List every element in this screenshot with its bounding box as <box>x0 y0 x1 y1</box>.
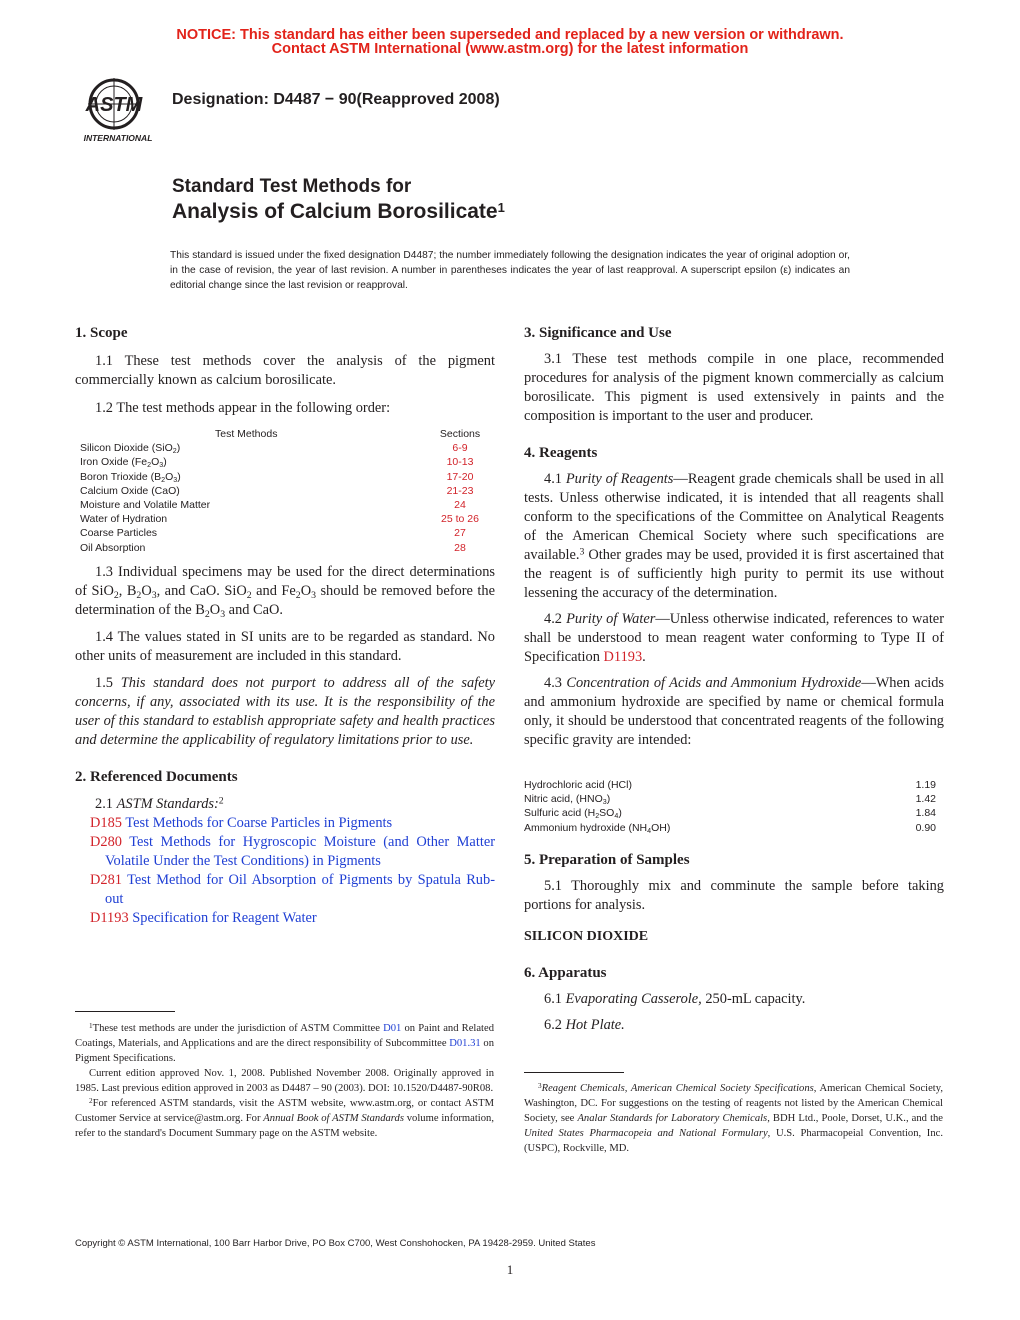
para-6-1-text: 250-mL capacity. <box>701 991 806 1007</box>
section-2-heading: 2. Referenced Documents <box>75 769 238 785</box>
table-row <box>80 526 490 540</box>
para-4-2-text-a: —Unless otherwise indicated, references to water shall be understood to mean reagent water conforming to Type II of Specification <box>524 611 944 665</box>
reference-code-link[interactable]: D185 <box>90 815 122 831</box>
method-name: Calcium Oxide (CaO) <box>80 484 180 497</box>
notice-line-2: Contact ASTM International (www.astm.org) for the latest information <box>271 41 749 57</box>
para-2-1-num: 2.1 <box>95 796 117 812</box>
para-1-4: 1.4 The values stated in SI units are to be regarded as standard. No other units of measurement are included in this standard. <box>75 629 495 664</box>
section-5-heading: 5. Preparation of Samples <box>524 852 690 868</box>
table-row <box>80 484 490 498</box>
para-4-1-text-a: —Reagent grade chemicals shall be used in all tests. Unless otherwise indicated, it is intended that all reagents shall conform to the specifications of the Committee on Analytical Reagents of the American Chemical Society where such specifications are available. <box>524 471 945 563</box>
para-1-5-num: 1.5 <box>95 675 121 691</box>
section-3-heading: 3. Significance and Use <box>524 325 672 341</box>
footnote-2-text-b: volume information, refer to the standard's Document Summary page on the ASTM website. <box>75 1113 494 1139</box>
footnote-3-text-a: , American Chemical Society, Washington, DC. For suggestions on the testing of reagents not listed by the American Chemical Society, see <box>524 1083 944 1124</box>
footnote-3-italic-3: United States Pharmacopeia and National Formulary <box>524 1128 768 1139</box>
footnotes-left <box>75 1021 494 1141</box>
method-name: Oil Absorption <box>80 541 146 554</box>
para-4-1-title: Purity of Reagents <box>565 471 674 487</box>
method-name: Coarse Particles <box>80 527 158 540</box>
test-methods-table <box>80 427 490 555</box>
footnote-1-text-a: These test methods are under the jurisdiction of ASTM Committee <box>92 1023 384 1034</box>
footnote-rule-right <box>524 1072 624 1073</box>
specific-gravity-table <box>524 778 936 835</box>
reference-code-link[interactable]: D1193 <box>90 910 129 926</box>
para-4-3 <box>524 674 944 750</box>
method-name: Iron Oxide $(Fe_2O_3)$ <box>80 456 167 470</box>
logo-caption: INTERNATIONAL <box>83 133 153 143</box>
para-4-2-text-b: . <box>642 649 646 665</box>
right-column <box>524 324 944 750</box>
footnote-3 <box>524 1081 943 1156</box>
para-1-1: 1.1 These test methods cover the analysis of the pigment commercially known as calcium borosilicate. <box>75 353 495 388</box>
reference-title-link[interactable]: Test Method for Oil Absorption of Pigments by Spatula Rub-out <box>105 872 495 907</box>
table-row <box>80 541 490 555</box>
footnote-2-italic: Annual Book of ASTM Standards <box>263 1113 404 1124</box>
para-4-2-num: 4.2 <box>544 611 567 627</box>
table-header-methods: Test Methods <box>215 428 278 440</box>
reference-title-link[interactable]: Test Methods for Coarse Particles in Pigments <box>125 815 393 831</box>
para-4-1-footnote-ref: 3 <box>579 546 585 558</box>
table-row <box>524 821 936 835</box>
para-6-1-title: Evaporating Casserole, <box>565 991 702 1007</box>
reagent-name: Ammonium hydroxide $(NH_4OH)$ <box>524 821 671 835</box>
para-4-1-num: 4.1 <box>544 471 566 487</box>
logo-text: ASTM <box>85 94 143 116</box>
para-1-2: 1.2 The test methods appear in the following order: <box>95 400 391 416</box>
table-header-sections: Sections <box>439 428 481 440</box>
method-sections-link[interactable]: 6-9 <box>452 442 468 455</box>
footnote-3-italic-1: Reagent Chemicals, American Chemical Society Specifications <box>541 1083 814 1094</box>
reference-code-link[interactable]: D281 <box>90 872 122 888</box>
specific-gravity-value: 0.90 <box>915 821 936 834</box>
footnote-rule-left <box>75 1011 175 1012</box>
footnote-1-text-c: on Pigment Specifications. <box>75 1038 495 1064</box>
specific-gravity-value: 1.84 <box>915 807 936 820</box>
table-row <box>524 778 936 792</box>
method-sections-link[interactable]: 17-20 <box>446 470 474 483</box>
para-4-1 <box>524 470 944 603</box>
para-1-3: 1.3 Individual specimens may be used for the direct determinations of SiO$_2$, $B_2O_3$, and CaO. SiO$_2$ and $Fe_2O_3$ should be removed before the determination of the $B_2O_3$ and CaO. <box>75 564 495 620</box>
footnote-1-edition: Current edition approved Nov. 1, 2008. Published November 2008. Originally approved in 1985. Last previous edition approved in 2003 as D4487 – 90 (2003). DOI: 10.1520/D4487-90R08. <box>75 1068 494 1094</box>
para-3-1: 3.1 These test methods compile in one place, recommended procedures for analysis of the pigment known commercially as calcium borosilicate. This pigment is used extensively in paints and the composition is important to the user and producer. <box>524 351 944 424</box>
para-4-3-title: Concentration of Acids and Ammonium Hydroxide <box>566 675 862 691</box>
reference-list <box>75 814 495 928</box>
reference-code-link[interactable]: D280 <box>90 834 122 850</box>
astm-logo-icon <box>74 74 162 144</box>
specific-gravity-value: 1.19 <box>915 779 936 791</box>
para-4-2 <box>524 610 944 667</box>
reference-item <box>75 909 495 928</box>
table-header <box>80 427 490 441</box>
method-name: Water of Hydration <box>80 513 168 526</box>
section-4-heading: 4. Reagents <box>524 445 598 461</box>
para-6-1-num: 6.1 <box>544 991 566 1007</box>
method-name: Boron Trioxide $(B_2O_3)$ <box>80 470 181 484</box>
left-column-cont <box>75 563 495 928</box>
para-4-3-num: 4.3 <box>544 675 567 691</box>
supersede-notice <box>0 28 1020 56</box>
method-sections-link[interactable]: 27 <box>454 527 466 540</box>
designation: Designation: D4487 − 90(Reapproved 2008) <box>172 91 500 108</box>
gravity-table-body <box>524 778 936 835</box>
left-column <box>75 324 495 418</box>
table-body <box>80 441 490 555</box>
para-6-2-num: 6.2 <box>544 1017 566 1033</box>
reference-item <box>75 871 495 909</box>
reference-item <box>75 833 495 871</box>
section-6-heading: 6. Apparatus <box>524 965 607 981</box>
para-2-1-footnote-ref: 2 <box>218 795 224 807</box>
reagent-name: Hydrochloric acid (HCl) <box>524 779 632 791</box>
link-d01[interactable]: D01 <box>383 1023 402 1034</box>
link-d01-31[interactable]: D01.31 <box>449 1038 481 1049</box>
para-6-2 <box>524 1016 944 1035</box>
method-sections-link[interactable]: 10-13 <box>446 456 474 469</box>
footnote-2 <box>75 1096 494 1141</box>
title-footnote-ref: 1 <box>497 200 505 216</box>
title-line-2 <box>172 200 505 224</box>
table-row <box>80 441 490 455</box>
reference-item <box>75 814 495 833</box>
footnote-3-marker: 3 <box>538 1081 542 1090</box>
method-sections-link[interactable]: 28 <box>454 541 466 554</box>
table-row <box>524 792 936 806</box>
para-6-1 <box>524 990 944 1009</box>
para-4-2-title: Purity of Water <box>566 611 656 627</box>
table-row <box>524 806 936 820</box>
para-4-3-text: —When acids and ammonium hydroxide are specified by name or chemical formula only, it should be understood that concentrated reagents of the following specific gravity are intended: <box>524 675 944 748</box>
table-row <box>80 498 490 512</box>
method-sections-link[interactable]: 24 <box>454 498 466 511</box>
footnote-2-text-a: For referenced ASTM standards, visit the ASTM website, www.astm.org, or contact ASTM Customer Service at service@astm.org. For <box>75 1098 494 1124</box>
footnote-3-text-b: , BDH Ltd., Poole, Dorset, U.K., and the <box>767 1113 944 1124</box>
para-2-1 <box>75 795 495 814</box>
silicon-dioxide-heading: SILICON DIOXIDE <box>524 929 649 944</box>
title-text: Analysis of Calcium Borosilicate <box>172 200 498 223</box>
reference-title-link[interactable]: Specification for Reagent Water <box>132 910 317 926</box>
table-row <box>80 455 490 469</box>
astm-logo <box>74 74 162 144</box>
para-2-1-text: ASTM Standards: <box>116 796 219 812</box>
table-row <box>80 512 490 526</box>
footnote-1-marker: 1 <box>89 1021 93 1030</box>
footnote-3-text-c: , U.S. Pharmacopeial Convention, Inc. (USPC), Rockville, MD. <box>524 1128 943 1154</box>
para-6-2-title: Hot Plate. <box>565 1017 625 1033</box>
title-line-1: Standard Test Methods for <box>172 176 412 197</box>
footnote-2-marker: 2 <box>89 1096 93 1105</box>
footnote-1 <box>75 1021 494 1066</box>
method-sections-link[interactable]: 25 to 26 <box>441 513 479 526</box>
page-number: 1 <box>506 1262 514 1277</box>
right-column-cont <box>524 851 944 1035</box>
specific-gravity-value: 1.42 <box>915 793 936 806</box>
method-sections-link[interactable]: 21-23 <box>446 484 474 497</box>
footnotes-right <box>524 1081 943 1156</box>
para-1-5-text: This standard does not purport to address all of the safety concerns, if any, associated with its use. It is the responsibility of the user of this standard to establish appropriate safety and health practices and determine the applicability of regulatory limitations prior to use. <box>75 675 495 748</box>
reference-title-link[interactable]: Test Methods for Hygroscopic Moisture (and Other Matter Volatile Under the Test Conditions) in Pigments <box>105 834 495 869</box>
link-d1193-inline[interactable]: D1193 <box>603 649 643 665</box>
method-name: Silicon Dioxide (SiO$_2$) <box>80 442 181 456</box>
footnote-1-text-b: on Paint and Related Coatings, Materials, and Applications and are the direct responsibility of Subcommittee <box>75 1023 494 1049</box>
issuance-statement: This standard is issued under the fixed designation D4487; the number immediately following the designation indicates the year of original adoption or, in the case of revision, the year of last revision. A number in parentheses indicates the year of last reapproval. A superscript epsilon (ε) indicates an editorial change since the last revision or reapproval. <box>170 250 850 291</box>
para-1-5 <box>75 674 495 750</box>
section-1-heading: 1. Scope <box>75 325 128 341</box>
reagent-name: Sulfuric acid $(H_2SO_4)$ <box>524 807 622 821</box>
copyright-line: Copyright © ASTM International, 100 Barr Harbor Drive, PO Box C700, West Conshohocken, PA 19428-2959. United States <box>75 1238 596 1249</box>
reagent-name: Nitric acid, $(HNO_3)$ <box>524 793 611 807</box>
para-5-1: 5.1 Thoroughly mix and comminute the sample before taking portions for analysis. <box>524 878 944 913</box>
footnote-3-italic-2: Analar Standards for Laboratory Chemicals <box>577 1113 768 1124</box>
notice-line-1: NOTICE: This standard has either been superseded and replaced by a new version or withdrawn. <box>176 27 844 43</box>
para-4-1-text-b: Other grades may be used, provided it is first ascertained that the reagent is of sufficiently high purity to permit its use without lessening the accuracy of the determination. <box>524 547 944 601</box>
table-row <box>80 470 490 484</box>
method-name: Moisture and Volatile Matter <box>80 498 211 511</box>
